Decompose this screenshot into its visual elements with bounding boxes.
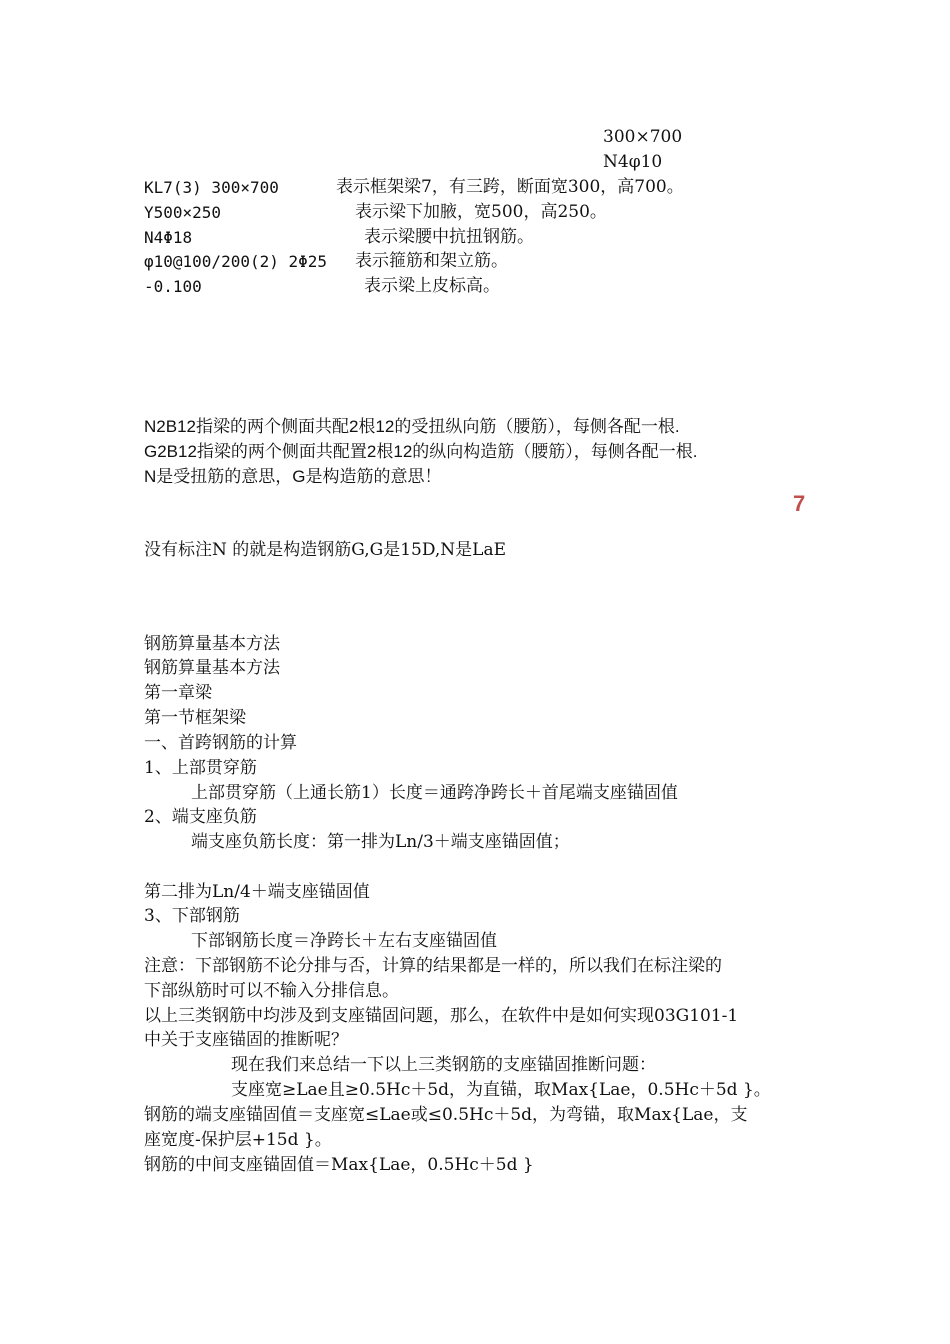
summary-end-anchor-line1: 钢筋的端支座锚固值＝支座宽≤Lae或≤0.5Hc＋5d，为弯锚，取Max{Lae，支 <box>144 1105 748 1125</box>
doc-title-repeat: 钢筋算量基本方法 <box>144 658 280 678</box>
note-n2b12: N2B12指梁的两个侧面共配2根12的受扭纵向筋（腰筋），每侧各配一根. <box>144 417 680 436</box>
page-number: 7 <box>793 491 806 516</box>
part-title: 一、首跨钢筋的计算 <box>144 733 297 753</box>
item2-title: 2、端支座负筋 <box>144 807 257 827</box>
note1-line1: 注意：下部钢筋不论分排与否，计算的结果都是一样的，所以我们在标注梁的 <box>144 956 722 976</box>
item2-body-second-row: 第二排为Ln/4＋端支座锚固值 <box>144 882 370 902</box>
note2-line2: 中关于支座锚固的推断呢？ <box>144 1030 348 1050</box>
chapter-title: 第一章梁 <box>144 683 212 703</box>
legend-code: KL7(3) 300×700 <box>144 178 279 197</box>
item3-body: 下部钢筋长度＝净跨长＋左右支座锚固值 <box>191 931 497 951</box>
legend-desc: 表示框架梁7，有三跨，断面宽300，高700。 <box>336 177 684 197</box>
doc-title: 钢筋算量基本方法 <box>144 634 280 654</box>
summary-intro: 现在我们来总结一下以上三类钢筋的支座锚固推断问题： <box>231 1055 656 1075</box>
legend-code: -0.100 <box>144 277 202 296</box>
legend-desc: 表示梁上皮标高。 <box>364 276 500 296</box>
summary-straight-anchor: 支座宽≥Lae且≥0.5Hc＋5d，为直锚，取Max{Lae，0.5Hc＋5d }。 <box>231 1080 771 1100</box>
section-title: 第一节框架梁 <box>144 708 246 728</box>
legend-desc: 表示梁腰中抗扭钢筋。 <box>364 227 534 247</box>
summary-end-anchor-line2: 座宽度-保护层+15d }。 <box>144 1130 332 1150</box>
legend-desc: 表示箍筋和架立筋。 <box>355 251 508 271</box>
legend-code: N4Φ18 <box>144 228 193 247</box>
note-n-g-meaning: N是受扭筋的意思，G是构造筋的意思！ <box>144 467 442 486</box>
item1-title: 1、上部贯穿筋 <box>144 758 257 778</box>
summary-middle-anchor: 钢筋的中间支座锚固值＝Max{Lae，0.5Hc＋5d } <box>144 1155 534 1175</box>
note-g2b12: G2B12指梁的两个侧面共配置2根12的纵向构造筋（腰筋），每侧各配一根. <box>144 442 698 461</box>
item2-body: 端支座负筋长度：第一排为Ln/3＋端支座锚固值； <box>191 832 570 852</box>
note1-line2: 下部纵筋时可以不输入分排信息。 <box>144 981 399 1001</box>
beam-torsion-note: N4φ10 <box>603 152 663 172</box>
legend-code: Y500×250 <box>144 203 222 222</box>
legend-code: φ10@100/200(2) 2Φ25 <box>144 252 328 271</box>
legend-desc: 表示梁下加腋，宽500，高250。 <box>355 202 607 222</box>
note-lae: 没有标注N 的就是构造钢筋G,G是15D,N是LaE <box>144 540 507 560</box>
note2-line1: 以上三类钢筋中均涉及到支座锚固问题，那么，在软件中是如何实现03G101-1 <box>144 1006 739 1026</box>
item3-title: 3、下部钢筋 <box>144 906 240 926</box>
item1-body: 上部贯穿筋（上通长筋1）长度＝通跨净跨长＋首尾端支座锚固值 <box>191 783 678 803</box>
beam-section-size: 300×700 <box>603 127 683 147</box>
